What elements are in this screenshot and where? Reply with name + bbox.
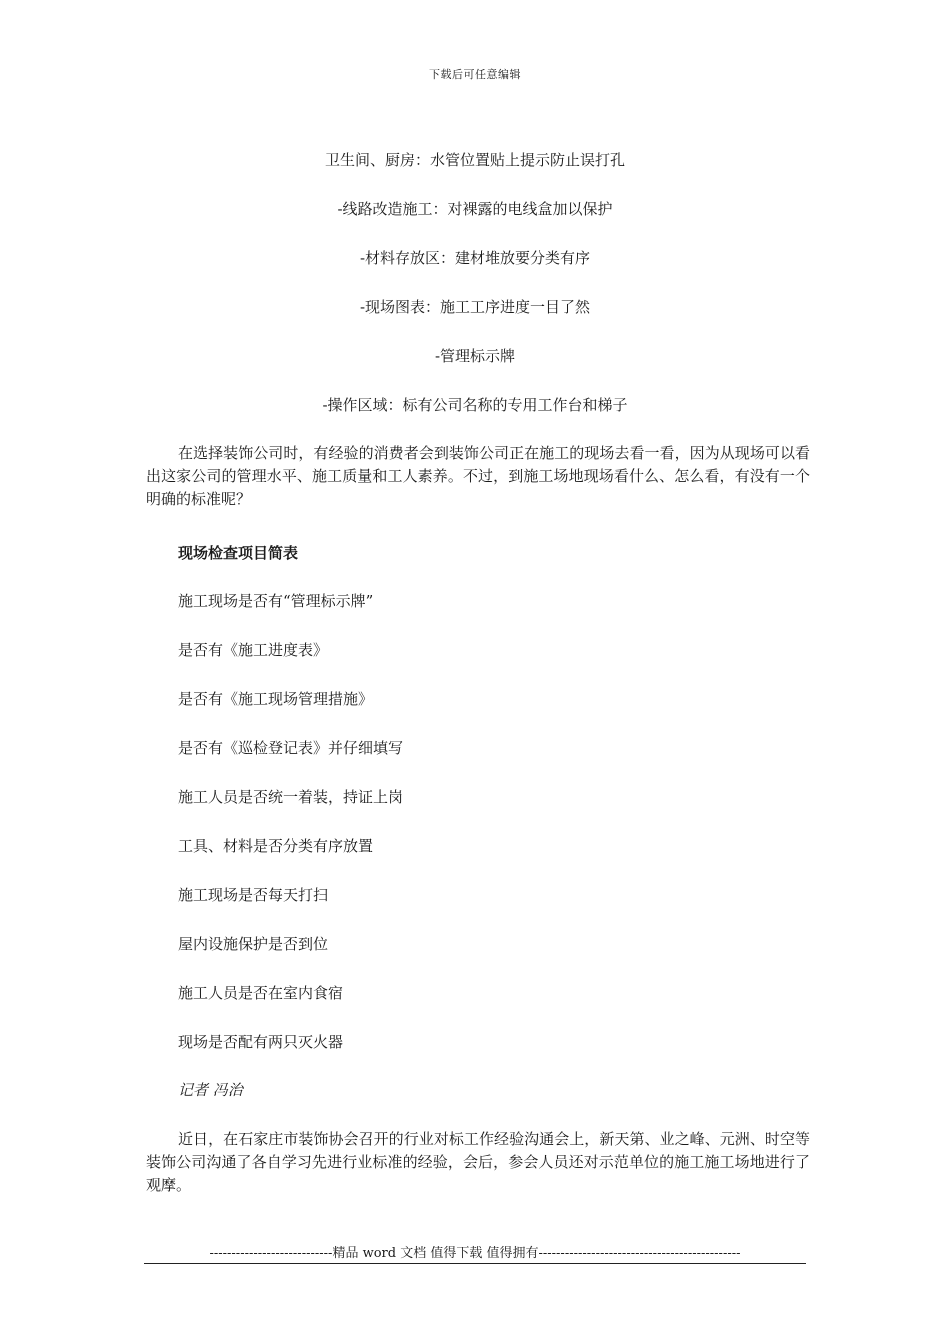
intro-paragraph: 在选择装饰公司时，有经验的消费者会到装饰公司正在施工的现场去看一看，因为从现场可以看出这家公司的管理水平、施工质量和工人素养。不过，到施工场地现场看什么、怎么看，有没有一个明确的标准呢？ [146,444,810,508]
centered-line-bathroom-kitchen: 卫生间、厨房：水管位置贴上提示防止误打孔 [324,151,625,169]
checklist-item: 施工现场是否有“管理标示牌” [178,592,374,610]
checklist-item: 是否有《施工现场管理措施》 [178,690,374,708]
checklist-item: 屋内设施保护是否到位 [178,935,329,953]
checklist-item: 施工人员是否统一着装，持证上岗 [178,788,404,806]
centered-line-materials: -材料存放区：建材堆放要分类有序 [359,249,591,267]
checklist-item: 工具、材料是否分类有序放置 [178,837,374,855]
footer-divider [144,1263,806,1264]
checklist-item: 是否有《施工进度表》 [178,641,329,659]
checklist-item: 现场是否配有两只灭火器 [178,1033,344,1051]
checklist-item: 施工人员是否在室内食宿 [178,984,344,1002]
footer-text: ----------------------------精品 word 文档 值得下载 值得拥有---------------------------------------------- [209,1246,741,1261]
header-note: 下载后可任意编辑 [429,68,521,81]
centered-line-wiring: -线路改造施工：对裸露的电线盒加以保护 [337,200,613,218]
centered-line-charts: -现场图表：施工工序进度一目了然 [359,298,591,316]
centered-line-signboard: -管理标示牌 [434,347,516,365]
checklist-title: 现场检查项目简表 [178,544,299,562]
centered-line-work-area: -操作区域：标有公司名称的专用工作台和梯子 [322,396,628,414]
byline: 记者 冯治 [178,1081,243,1099]
closing-paragraph: 近日，在石家庄市装饰协会召开的行业对标工作经验沟通会上，新天第、业之峰、元洲、时空等装饰公司沟通了各自学习先进行业标准的经验，会后，参会人员还对示范单位的施工施工场地进行了观摩。 [146,1130,810,1194]
checklist-item: 施工现场是否每天打扫 [178,886,329,904]
checklist-item: 是否有《巡检登记表》并仔细填写 [178,739,404,757]
